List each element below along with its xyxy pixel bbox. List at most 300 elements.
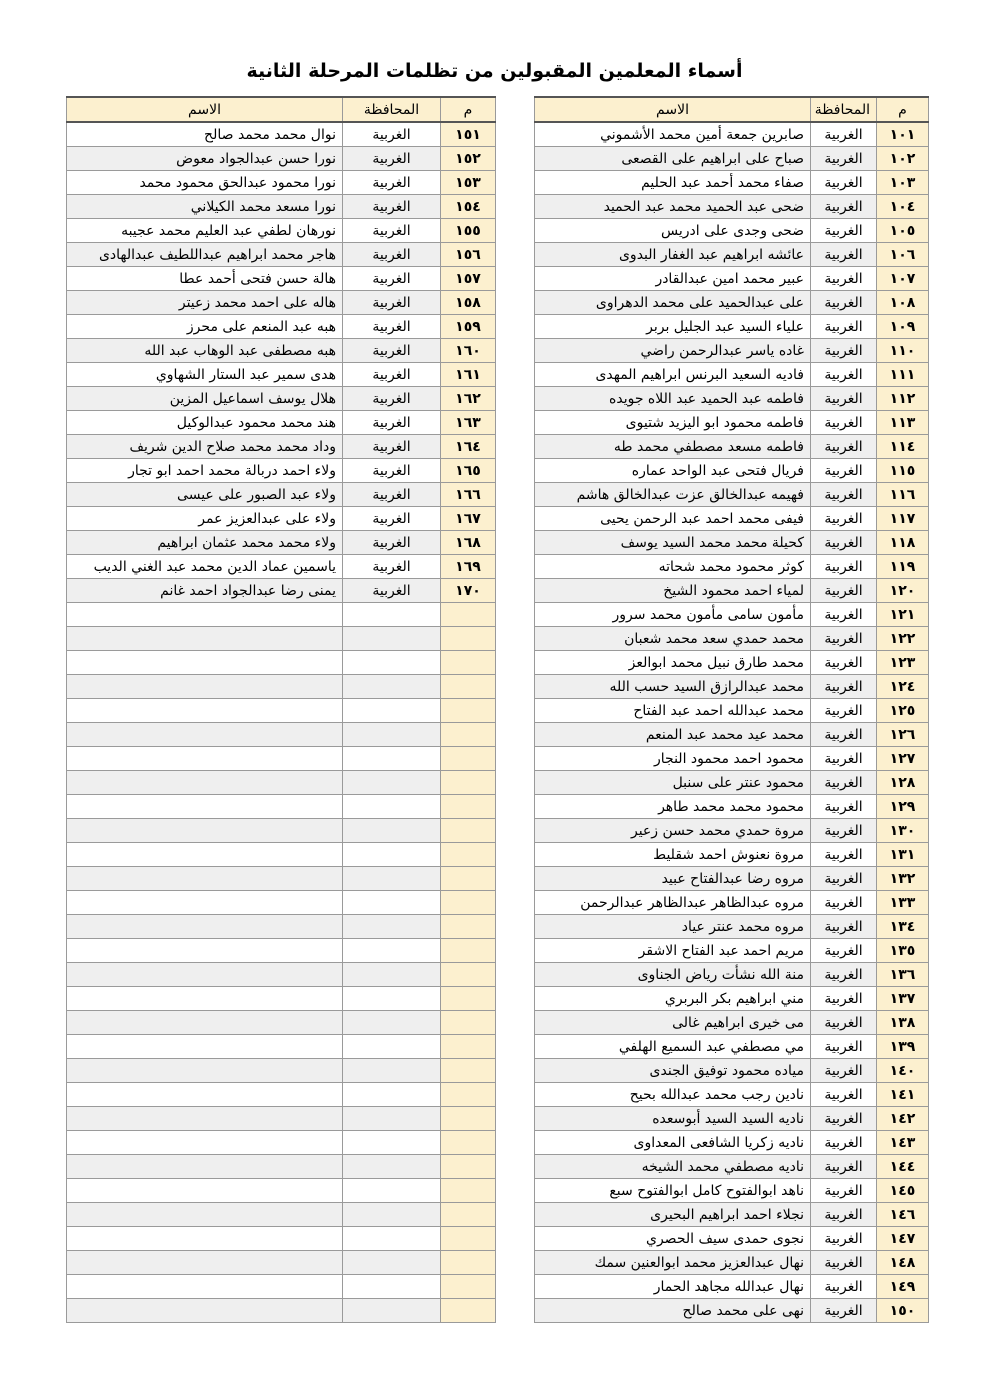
row-name bbox=[67, 1059, 343, 1083]
table-row bbox=[67, 1251, 496, 1275]
row-name: محمد عيد محمد عبد المنعم bbox=[535, 723, 811, 747]
table-row bbox=[535, 1035, 929, 1059]
row-name: محمود احمد محمود النجار bbox=[535, 747, 811, 771]
row-name: صابرين جمعة أمين محمد الأشموني bbox=[535, 122, 811, 147]
row-governorate: الغربية bbox=[811, 411, 877, 435]
table-row bbox=[67, 1155, 496, 1179]
row-governorate bbox=[343, 1227, 441, 1251]
row-name: فريال فتحى عبد الواحد عماره bbox=[535, 459, 811, 483]
row-name: نورا مسعد محمد الكيلاني bbox=[67, 195, 343, 219]
row-name: محمد حمدي سعد محمد شعبان bbox=[535, 627, 811, 651]
row-governorate: الغربية bbox=[811, 603, 877, 627]
row-name: نورهان لطفي عبد العليم محمد عجيبه bbox=[67, 219, 343, 243]
row-number: ١٣٠ bbox=[877, 819, 929, 843]
row-number: ١٠٤ bbox=[877, 195, 929, 219]
row-number: ١٠٥ bbox=[877, 219, 929, 243]
row-name: مي مصطفي عبد السميع الهلفي bbox=[535, 1035, 811, 1059]
row-name: فاديه السعيد البرنس ابراهيم المهدى bbox=[535, 363, 811, 387]
table-row bbox=[67, 315, 496, 339]
row-number bbox=[441, 915, 496, 939]
row-governorate: الغربية bbox=[343, 363, 441, 387]
row-governorate bbox=[343, 603, 441, 627]
table-row bbox=[535, 627, 929, 651]
row-number: ١٦٠ bbox=[441, 339, 496, 363]
table-row bbox=[535, 507, 929, 531]
row-number bbox=[441, 1035, 496, 1059]
row-number bbox=[441, 747, 496, 771]
table-row bbox=[67, 603, 496, 627]
row-governorate bbox=[343, 1011, 441, 1035]
row-number: ١٣٢ bbox=[877, 867, 929, 891]
row-number bbox=[441, 1179, 496, 1203]
row-number: ١٣٧ bbox=[877, 987, 929, 1011]
row-governorate: الغربية bbox=[811, 171, 877, 195]
row-name: مني ابراهيم بكر البربري bbox=[535, 987, 811, 1011]
row-number bbox=[441, 963, 496, 987]
row-number: ١٥٤ bbox=[441, 195, 496, 219]
row-governorate: الغربية bbox=[811, 1179, 877, 1203]
row-governorate: الغربية bbox=[811, 267, 877, 291]
table-row bbox=[535, 1275, 929, 1299]
table-row bbox=[67, 483, 496, 507]
row-number: ١٣١ bbox=[877, 843, 929, 867]
row-governorate: الغربية bbox=[343, 339, 441, 363]
row-name: فهيمه عبدالخالق عزت عبدالخالق هاشم bbox=[535, 483, 811, 507]
row-name: هلال يوسف اسماعيل المزين bbox=[67, 387, 343, 411]
table-row bbox=[67, 195, 496, 219]
row-governorate: الغربية bbox=[811, 747, 877, 771]
row-name: عبير محمد امين عبدالقادر bbox=[535, 267, 811, 291]
table-row bbox=[67, 699, 496, 723]
row-governorate: الغربية bbox=[811, 963, 877, 987]
table-row bbox=[535, 1179, 929, 1203]
row-governorate: الغربية bbox=[343, 555, 441, 579]
row-name: منة الله نشأت رياض الجناوى bbox=[535, 963, 811, 987]
table-row bbox=[535, 1155, 929, 1179]
row-governorate: الغربية bbox=[811, 867, 877, 891]
row-governorate bbox=[343, 1155, 441, 1179]
row-name: ناديه السيد السيد أبوسعده bbox=[535, 1107, 811, 1131]
row-name: مى خيرى ابراهيم غالى bbox=[535, 1011, 811, 1035]
row-governorate: الغربية bbox=[811, 1155, 877, 1179]
table-row bbox=[535, 963, 929, 987]
table-row bbox=[535, 675, 929, 699]
table-row bbox=[67, 891, 496, 915]
row-name: ولاء على عبدالعزيز عمر bbox=[67, 507, 343, 531]
row-name bbox=[67, 843, 343, 867]
table-row bbox=[535, 363, 929, 387]
row-governorate: الغربية bbox=[811, 987, 877, 1011]
row-name: ياسمين عماد الدين محمد عبد الغني الديب bbox=[67, 555, 343, 579]
row-name: فاطمه مسعد مصطفي محمد طه bbox=[535, 435, 811, 459]
row-name: هدى سمير عبد الستار الشهاوي bbox=[67, 363, 343, 387]
row-name: يمنى رضا عبدالجواد احمد غانم bbox=[67, 579, 343, 603]
row-governorate: الغربية bbox=[811, 891, 877, 915]
row-number: ١١٧ bbox=[877, 507, 929, 531]
row-governorate bbox=[343, 699, 441, 723]
row-number: ١٤٧ bbox=[877, 1227, 929, 1251]
row-number: ١٥٦ bbox=[441, 243, 496, 267]
row-name bbox=[67, 747, 343, 771]
row-number bbox=[441, 987, 496, 1011]
row-name: مروه عبدالظاهر عبدالظاهر عبدالرحمن bbox=[535, 891, 811, 915]
row-name: ناديه مصطفي محمد الشيخه bbox=[535, 1155, 811, 1179]
row-number: ١١٠ bbox=[877, 339, 929, 363]
table-row bbox=[67, 987, 496, 1011]
table-row bbox=[67, 939, 496, 963]
row-number: ١٦٧ bbox=[441, 507, 496, 531]
row-name: ضحى عبد الحميد محمد عبد الحميد bbox=[535, 195, 811, 219]
row-number: ١٥٥ bbox=[441, 219, 496, 243]
row-number bbox=[441, 1251, 496, 1275]
row-name: علياء السيد عبد الجليل بربر bbox=[535, 315, 811, 339]
row-name: محمد عبدالرازق السيد حسب الله bbox=[535, 675, 811, 699]
row-governorate bbox=[343, 867, 441, 891]
row-name: مروة حمدي محمد حسن زعير bbox=[535, 819, 811, 843]
row-governorate: الغربية bbox=[811, 483, 877, 507]
row-governorate bbox=[343, 747, 441, 771]
row-governorate: الغربية bbox=[343, 435, 441, 459]
row-number bbox=[441, 603, 496, 627]
table-row bbox=[67, 411, 496, 435]
table-row bbox=[535, 315, 929, 339]
table-row bbox=[535, 1011, 929, 1035]
row-number: ١٠٩ bbox=[877, 315, 929, 339]
row-governorate: الغربية bbox=[811, 651, 877, 675]
row-number bbox=[441, 1083, 496, 1107]
row-name: نهال عبدالعزيز محمد ابوالعنين سمك bbox=[535, 1251, 811, 1275]
table-row bbox=[535, 843, 929, 867]
row-number: ١٣٦ bbox=[877, 963, 929, 987]
table-row bbox=[67, 507, 496, 531]
table-row bbox=[67, 243, 496, 267]
table-row bbox=[67, 867, 496, 891]
header-num: م bbox=[877, 97, 929, 122]
row-name: لمياء احمد محمود الشيخ bbox=[535, 579, 811, 603]
row-number bbox=[441, 1227, 496, 1251]
row-name bbox=[67, 1203, 343, 1227]
row-number: ١٠٧ bbox=[877, 267, 929, 291]
row-name: مياده محمود توفيق الجندى bbox=[535, 1059, 811, 1083]
table-row bbox=[67, 771, 496, 795]
row-number: ١٥٠ bbox=[877, 1299, 929, 1323]
row-name: وداد محمد محمد صلاح الدين شريف bbox=[67, 435, 343, 459]
row-governorate bbox=[343, 843, 441, 867]
row-number bbox=[441, 891, 496, 915]
row-number: ١٢٠ bbox=[877, 579, 929, 603]
row-number: ١٣٤ bbox=[877, 915, 929, 939]
row-name bbox=[67, 963, 343, 987]
row-number: ١٢١ bbox=[877, 603, 929, 627]
row-governorate bbox=[343, 627, 441, 651]
row-governorate: الغربية bbox=[811, 795, 877, 819]
row-governorate: الغربية bbox=[811, 1011, 877, 1035]
table-row bbox=[535, 1107, 929, 1131]
table-row bbox=[67, 363, 496, 387]
row-number: ١٣٣ bbox=[877, 891, 929, 915]
row-number bbox=[441, 1131, 496, 1155]
row-governorate bbox=[343, 819, 441, 843]
row-number: ١٤٩ bbox=[877, 1275, 929, 1299]
row-name: هبه مصطفى عبد الوهاب عبد الله bbox=[67, 339, 343, 363]
row-name bbox=[67, 1107, 343, 1131]
table-row bbox=[535, 1227, 929, 1251]
header-num: م bbox=[441, 97, 496, 122]
table-row bbox=[535, 1083, 929, 1107]
row-name: نوال محمد محمد صالح bbox=[67, 122, 343, 147]
table-row bbox=[535, 339, 929, 363]
table-row bbox=[67, 1035, 496, 1059]
table-row bbox=[67, 291, 496, 315]
table-row bbox=[535, 651, 929, 675]
table-row bbox=[535, 1059, 929, 1083]
row-number bbox=[441, 867, 496, 891]
table-row bbox=[67, 915, 496, 939]
row-governorate bbox=[343, 1275, 441, 1299]
row-governorate: الغربية bbox=[811, 507, 877, 531]
row-governorate: الغربية bbox=[811, 915, 877, 939]
table-row bbox=[535, 747, 929, 771]
right-table-header bbox=[535, 97, 929, 122]
table-row bbox=[67, 1107, 496, 1131]
row-governorate: الغربية bbox=[343, 267, 441, 291]
table-row bbox=[67, 1179, 496, 1203]
row-governorate: الغربية bbox=[343, 243, 441, 267]
row-name bbox=[67, 1227, 343, 1251]
row-governorate bbox=[343, 675, 441, 699]
row-number bbox=[441, 795, 496, 819]
row-name bbox=[67, 1011, 343, 1035]
row-name: نورا حسن عبدالجواد معوض bbox=[67, 147, 343, 171]
row-name bbox=[67, 1155, 343, 1179]
table-row bbox=[67, 435, 496, 459]
row-governorate bbox=[343, 1203, 441, 1227]
row-governorate: الغربية bbox=[811, 195, 877, 219]
row-number bbox=[441, 843, 496, 867]
row-name bbox=[67, 699, 343, 723]
row-number: ١٠٣ bbox=[877, 171, 929, 195]
table-row bbox=[67, 1131, 496, 1155]
row-governorate: الغربية bbox=[811, 1251, 877, 1275]
row-governorate: الغربية bbox=[811, 1275, 877, 1299]
table-row bbox=[67, 122, 496, 147]
right-table bbox=[534, 96, 929, 1323]
row-name: غاده ياسر عبدالرحمن راضي bbox=[535, 339, 811, 363]
row-number: ١٥٣ bbox=[441, 171, 496, 195]
row-name bbox=[67, 603, 343, 627]
table-row bbox=[535, 555, 929, 579]
row-name bbox=[67, 1275, 343, 1299]
table-row bbox=[535, 411, 929, 435]
table-row bbox=[535, 1299, 929, 1323]
row-governorate: الغربية bbox=[811, 1131, 877, 1155]
row-governorate: الغربية bbox=[811, 291, 877, 315]
row-number: ١٢٩ bbox=[877, 795, 929, 819]
row-name: ضحى وجدى على ادريس bbox=[535, 219, 811, 243]
row-name: نهى على محمد صالح bbox=[535, 1299, 811, 1323]
row-governorate: الغربية bbox=[343, 507, 441, 531]
table-row bbox=[535, 987, 929, 1011]
left-table bbox=[66, 96, 496, 1323]
row-number: ١١٤ bbox=[877, 435, 929, 459]
row-name bbox=[67, 675, 343, 699]
row-number: ١٦١ bbox=[441, 363, 496, 387]
row-number bbox=[441, 1059, 496, 1083]
row-number: ١٦٣ bbox=[441, 411, 496, 435]
row-name: محمود عنتر على سنبل bbox=[535, 771, 811, 795]
row-governorate: الغربية bbox=[811, 819, 877, 843]
row-governorate: الغربية bbox=[343, 459, 441, 483]
table-row bbox=[535, 459, 929, 483]
row-governorate bbox=[343, 771, 441, 795]
row-number bbox=[441, 771, 496, 795]
row-name: نهال عبدالله مجاهد الحمار bbox=[535, 1275, 811, 1299]
row-name: نجلاء احمد ابراهيم البحيرى bbox=[535, 1203, 811, 1227]
table-row bbox=[67, 579, 496, 603]
row-number: ١٦٥ bbox=[441, 459, 496, 483]
table-row bbox=[67, 795, 496, 819]
row-number: ١١٨ bbox=[877, 531, 929, 555]
row-governorate bbox=[343, 1251, 441, 1275]
row-number: ١٦٩ bbox=[441, 555, 496, 579]
table-row bbox=[535, 1131, 929, 1155]
row-name: كحيلة محمد محمد السيد يوسف bbox=[535, 531, 811, 555]
table-row bbox=[535, 243, 929, 267]
row-governorate bbox=[343, 1035, 441, 1059]
row-governorate: الغربية bbox=[811, 435, 877, 459]
row-name: صفاء محمد أحمد عبد الحليم bbox=[535, 171, 811, 195]
row-number: ١٤٨ bbox=[877, 1251, 929, 1275]
table-row bbox=[535, 147, 929, 171]
row-governorate bbox=[343, 963, 441, 987]
row-governorate: الغربية bbox=[811, 699, 877, 723]
row-number bbox=[441, 939, 496, 963]
row-name: على عبدالحميد على محمد الدهراوى bbox=[535, 291, 811, 315]
row-number: ١١٦ bbox=[877, 483, 929, 507]
row-governorate: الغربية bbox=[811, 555, 877, 579]
row-name: مأمون سامى مأمون محمد سرور bbox=[535, 603, 811, 627]
row-governorate: الغربية bbox=[343, 387, 441, 411]
row-governorate bbox=[343, 915, 441, 939]
row-governorate: الغربية bbox=[811, 1299, 877, 1323]
row-governorate bbox=[343, 939, 441, 963]
row-name bbox=[67, 1179, 343, 1203]
row-name bbox=[67, 915, 343, 939]
row-name: هاجر محمد ابراهيم عبداللطيف عبدالهادى bbox=[67, 243, 343, 267]
table-row bbox=[535, 387, 929, 411]
row-governorate bbox=[343, 795, 441, 819]
row-name: محمد عبدالله احمد عبد الفتاح bbox=[535, 699, 811, 723]
table-row bbox=[535, 819, 929, 843]
row-governorate: الغربية bbox=[811, 1059, 877, 1083]
row-governorate: الغربية bbox=[811, 579, 877, 603]
row-name: نادين رجب محمد عبدالله بحيح bbox=[535, 1083, 811, 1107]
row-governorate bbox=[343, 987, 441, 1011]
row-number bbox=[441, 699, 496, 723]
row-governorate bbox=[343, 1299, 441, 1323]
table-row bbox=[67, 1083, 496, 1107]
row-name: مريم احمد عبد الفتاح الاشقر bbox=[535, 939, 811, 963]
table-row bbox=[535, 219, 929, 243]
table-row bbox=[67, 723, 496, 747]
row-number: ١١٥ bbox=[877, 459, 929, 483]
row-number: ١٦٢ bbox=[441, 387, 496, 411]
table-row bbox=[67, 1227, 496, 1251]
row-name: كوثر محمود محمد شحاته bbox=[535, 555, 811, 579]
row-governorate: الغربية bbox=[811, 387, 877, 411]
table-row bbox=[67, 963, 496, 987]
row-number: ١٣٥ bbox=[877, 939, 929, 963]
row-number: ١٧٠ bbox=[441, 579, 496, 603]
header-governorate: المحافظة bbox=[343, 97, 441, 122]
row-governorate: الغربية bbox=[343, 147, 441, 171]
row-number: ١٤٥ bbox=[877, 1179, 929, 1203]
row-number bbox=[441, 675, 496, 699]
row-governorate: الغربية bbox=[811, 339, 877, 363]
table-row bbox=[535, 195, 929, 219]
table-row bbox=[535, 171, 929, 195]
row-number: ١٢٣ bbox=[877, 651, 929, 675]
row-governorate: الغربية bbox=[811, 122, 877, 147]
row-number: ١٢٥ bbox=[877, 699, 929, 723]
row-name bbox=[67, 1251, 343, 1275]
row-name: محمود محمد محمد طاهر bbox=[535, 795, 811, 819]
table-row bbox=[67, 267, 496, 291]
row-name bbox=[67, 795, 343, 819]
row-governorate: الغربية bbox=[811, 771, 877, 795]
row-number: ١٤١ bbox=[877, 1083, 929, 1107]
row-number: ١٢٦ bbox=[877, 723, 929, 747]
row-governorate: الغربية bbox=[811, 1083, 877, 1107]
row-number: ١٣٩ bbox=[877, 1035, 929, 1059]
row-name: نورا محمود عبدالحق محمود محمد bbox=[67, 171, 343, 195]
table-row bbox=[535, 291, 929, 315]
row-governorate: الغربية bbox=[811, 723, 877, 747]
table-row bbox=[535, 531, 929, 555]
row-number: ١٥٢ bbox=[441, 147, 496, 171]
table-row bbox=[67, 531, 496, 555]
row-name: ناديه زكريا الشافعى المعداوى bbox=[535, 1131, 811, 1155]
row-governorate bbox=[343, 1179, 441, 1203]
row-number bbox=[441, 1155, 496, 1179]
row-number: ١٠٦ bbox=[877, 243, 929, 267]
row-number: ١٤٢ bbox=[877, 1107, 929, 1131]
row-number: ١٢٤ bbox=[877, 675, 929, 699]
table-row bbox=[67, 1059, 496, 1083]
table-row bbox=[67, 651, 496, 675]
row-governorate: الغربية bbox=[811, 1227, 877, 1251]
row-name bbox=[67, 771, 343, 795]
row-number bbox=[441, 1203, 496, 1227]
row-name: عائشه ابراهيم عبد الغفار البدوى bbox=[535, 243, 811, 267]
table-row bbox=[67, 819, 496, 843]
row-number: ١٠١ bbox=[877, 122, 929, 147]
row-governorate bbox=[343, 1059, 441, 1083]
table-row bbox=[67, 387, 496, 411]
table-row bbox=[535, 891, 929, 915]
row-number: ١٣٨ bbox=[877, 1011, 929, 1035]
table-row bbox=[535, 915, 929, 939]
row-governorate: الغربية bbox=[343, 171, 441, 195]
row-governorate: الغربية bbox=[811, 315, 877, 339]
row-governorate: الغربية bbox=[811, 1203, 877, 1227]
row-number: ١٥٨ bbox=[441, 291, 496, 315]
row-number: ١٥١ bbox=[441, 122, 496, 147]
table-row bbox=[535, 483, 929, 507]
row-governorate: الغربية bbox=[811, 531, 877, 555]
row-governorate: الغربية bbox=[811, 843, 877, 867]
row-name: محمد طارق نبيل محمد ابوالعز bbox=[535, 651, 811, 675]
